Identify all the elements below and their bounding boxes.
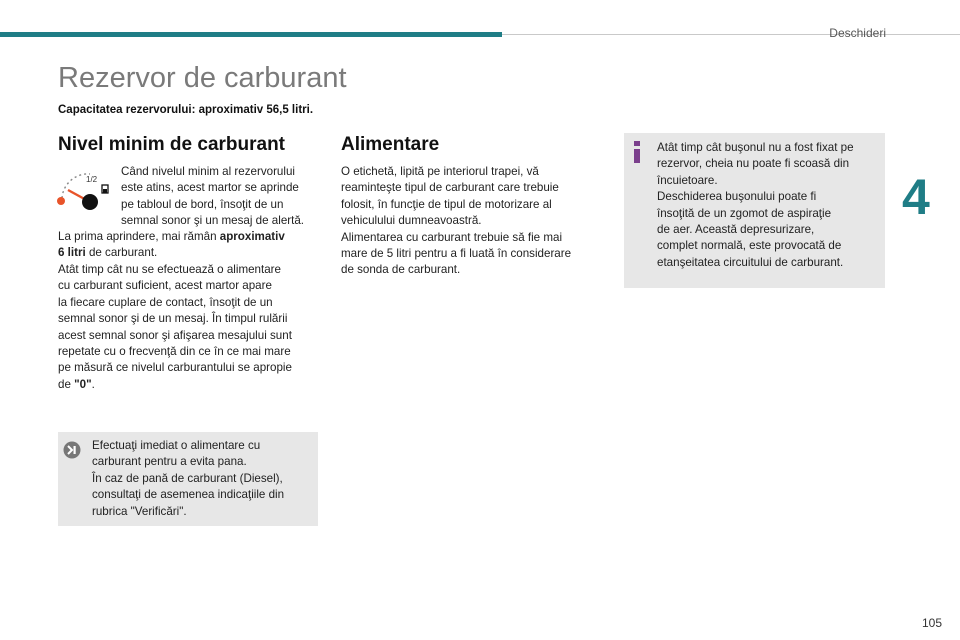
tank-capacity: Capacitatea rezervorului: aproximativ 56,5 litri. xyxy=(58,104,314,116)
fuel-gauge-icon xyxy=(56,168,116,212)
min-fuel-intro: Când nivelul minim al rezervorului este atins, acest martor se aprinde pe tabloul de bord, însoţit de un semnal sonor şi un mesaj de alertă. xyxy=(121,165,305,228)
header-accent-bar xyxy=(0,32,502,37)
header-rule xyxy=(502,34,960,35)
info-icon xyxy=(632,141,642,163)
min-fuel-remaining: La prima aprindere, mai rămân aproximativ 6 litri de carburant. xyxy=(58,230,285,260)
advice-icon xyxy=(63,441,81,459)
section-name: Deschideri xyxy=(829,26,886,40)
page-number: 105 xyxy=(921,616,942,630)
min-fuel-warning-text: Atât timp cât nu se efectuează o alimentare cu carburant suficient, acest martor apare la fiecare cuplare de contact, însoţit de un semnal sonor şi de un mesaj. În timpul rulării acest semnal sonor şi afişarea mesajului sunt repetate cu o frecvenţă din ce în ce mai mare pe măsură ce nivelul carburantului se apropie de "0". xyxy=(58,263,292,391)
chapter-number: 4 xyxy=(902,169,930,225)
page-title: Rezervor de carburant xyxy=(58,62,347,94)
note-refuel-text: Efectuaţi imediat o alimentare cu carburant pentru a evita pana. În caz de pană de carburant (Diesel), consultaţi de asemenea indicaţiile din rubrica "Verificări". xyxy=(92,439,285,518)
refueling-text: O etichetă, lipită pe interiorul trapei, vă reaminteşte tipul de carburant care trebuie folosit, în funcţie de tipul de motorizare al vehiculului dumneavoastră. Alimentarea cu carburant trebuie să fie mai mare de 5 litri pentru a fi luată în considerare de sonda de carburant. xyxy=(341,165,572,277)
heading-refueling: Alimentare xyxy=(341,134,440,155)
info-fuel-cap-text: Atât timp cât buşonul nu a fost fixat pe rezervor, cheia nu poate fi scoasă din încuietoare. Deschiderea buşonului poate fi însoţită de un zgomot de aspiraţie de aer. Această depresurizare, complet normală, este provocată de etanşeitatea circuitului de carburant. xyxy=(657,141,854,269)
gauge-label: 1/2 xyxy=(86,175,98,184)
heading-min-fuel: Nivel minim de carburant xyxy=(58,134,286,155)
